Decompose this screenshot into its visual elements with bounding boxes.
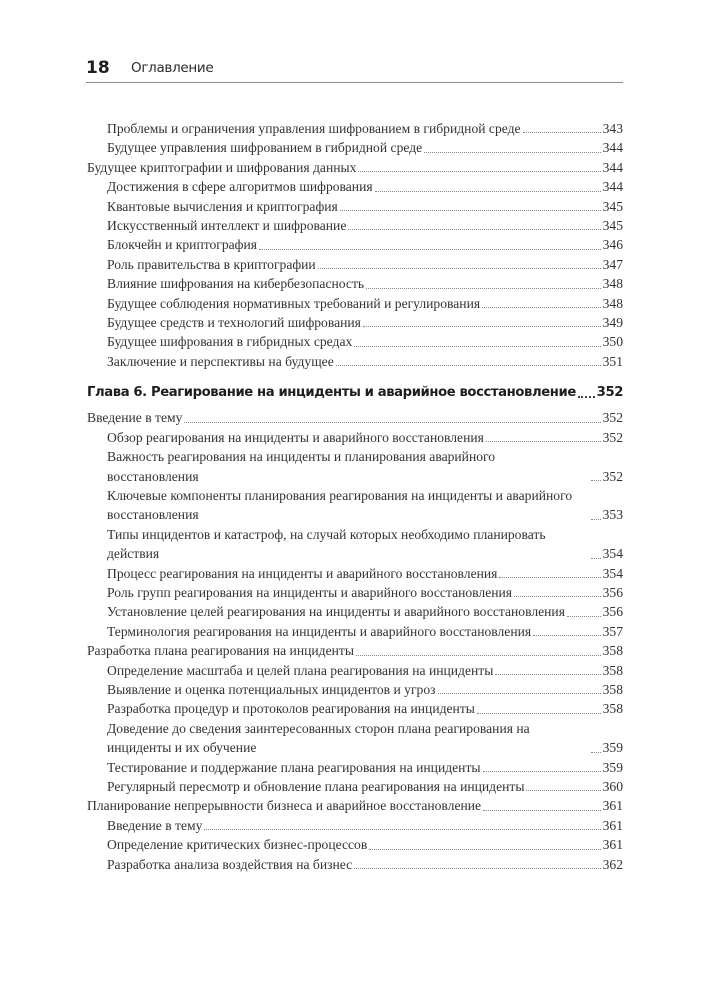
toc-entry[interactable] <box>87 680 623 699</box>
toc-entry-title: Искусственный интеллект и шифрование <box>107 218 347 234</box>
dot-leader <box>483 771 601 772</box>
toc-entry-title: Разработка процедур и протоколов реагирования на инциденты <box>107 701 475 717</box>
dot-leader <box>591 558 601 559</box>
dot-leader <box>369 849 600 850</box>
toc-entry[interactable] <box>87 197 623 216</box>
dot-leader <box>483 810 601 811</box>
dot-leader <box>340 210 601 211</box>
toc-entry-title: Планирование непрерывности бизнеса и аварийное восстановление <box>87 798 482 814</box>
dot-leader <box>363 326 601 327</box>
running-title: Оглавление <box>131 60 214 76</box>
toc-entry-page: 352 <box>602 410 623 426</box>
toc-entry-title: Установление целей реагирования на инциденты и аварийного восстановления <box>107 604 565 620</box>
toc-entry-title: Процесс реагирования на инциденты и аварийного восстановления <box>107 565 498 581</box>
dot-leader <box>495 674 600 675</box>
toc-entry[interactable] <box>87 583 623 602</box>
dot-leader <box>591 752 601 753</box>
toc-entry-page: 358 <box>602 701 623 717</box>
toc-entry[interactable] <box>87 602 623 621</box>
dot-leader <box>486 441 601 442</box>
dot-leader <box>499 577 600 578</box>
toc-entry[interactable] <box>87 352 623 371</box>
dot-leader <box>567 616 601 617</box>
toc-entry-title: Будущее управления шифрованием в гибридной среде <box>107 140 423 156</box>
toc-entry-page: 359 <box>602 759 623 775</box>
dot-leader <box>514 596 601 597</box>
toc-entry-page: 348 <box>602 295 623 311</box>
toc-entry-title: Глава 6. Реагирование на инциденты и аварийное восстановление <box>87 385 576 401</box>
toc-entry-title: Регулярный пересмотр и обновление плана реагирования на инциденты <box>107 779 525 794</box>
toc-entry[interactable] <box>87 274 623 293</box>
toc-entry[interactable] <box>87 835 623 854</box>
toc-entry-page: 361 <box>602 817 623 833</box>
toc-entry[interactable] <box>87 719 623 758</box>
toc-entry-page: 345 <box>602 198 623 214</box>
toc-entry-title: Ключевые компоненты планирования реагирования на инциденты и аварийного восстановления <box>107 487 573 523</box>
toc-entry-page: 353 <box>602 507 623 523</box>
dot-leader <box>184 422 600 423</box>
toc-entry-page: 351 <box>602 353 623 369</box>
toc-entry-page: 356 <box>602 604 623 620</box>
toc-entry-page: 359 <box>602 740 623 756</box>
toc-entry-page: 343 <box>602 121 623 136</box>
toc-entry-page: 348 <box>602 276 623 292</box>
dot-leader <box>204 829 600 830</box>
toc-entry-title: Тестирование и поддержание плана реагирования на инциденты <box>107 759 481 775</box>
dot-leader <box>354 346 600 347</box>
toc-entry-title: Роль правительства в криптографии <box>107 256 316 272</box>
toc-entry-title: Разработка плана реагирования на инциденты <box>87 643 354 659</box>
toc-entry[interactable] <box>87 525 623 564</box>
dot-leader <box>533 635 600 636</box>
dot-leader <box>336 365 601 366</box>
toc-entry-page: 358 <box>602 681 623 697</box>
toc-entry[interactable] <box>87 447 623 486</box>
dot-leader <box>356 655 601 656</box>
toc-entry[interactable] <box>87 313 623 332</box>
dot-leader <box>375 191 601 192</box>
dot-leader <box>366 288 601 289</box>
toc-entry[interactable] <box>87 119 623 138</box>
toc-entry[interactable] <box>87 177 623 196</box>
toc-chapter-entry[interactable] <box>87 383 623 403</box>
running-header <box>86 56 623 83</box>
toc-entry-page: 354 <box>602 546 623 562</box>
toc-entry[interactable] <box>87 255 623 274</box>
dot-leader <box>526 790 600 791</box>
toc-entry-title: Будущее соблюдения нормативных требований и регулирования <box>107 295 481 311</box>
dot-leader <box>348 229 600 230</box>
dot-leader <box>523 132 601 133</box>
toc-entry-page: 360 <box>602 779 623 794</box>
toc-entry-page: 357 <box>602 623 623 639</box>
dot-leader <box>424 152 600 153</box>
toc-entry-page: 347 <box>602 256 623 272</box>
dot-leader <box>578 396 595 398</box>
toc-entry-title: Влияние шифрования на кибербезопасность <box>107 276 365 292</box>
toc-entry-page: 352 <box>596 385 623 401</box>
dot-leader <box>591 519 601 520</box>
toc-entry[interactable] <box>87 641 623 660</box>
toc-entry-title: Типы инцидентов и катастроф, на случай которых необходимо планировать действия <box>107 526 546 562</box>
toc-entry[interactable] <box>87 796 623 815</box>
toc-entry-title: Разработка анализа воздействия на бизнес <box>107 856 353 872</box>
table-of-contents <box>87 119 623 874</box>
toc-entry-title: Доведение до сведения заинтересованных сторон плана реагирования на инциденты и их обучение <box>107 720 530 756</box>
toc-entry-page: 361 <box>602 837 623 853</box>
toc-entry-title: Заключение и перспективы на будущее <box>107 353 334 369</box>
toc-entry[interactable] <box>87 661 623 680</box>
page-number: 18 <box>86 58 110 78</box>
toc-entry-title: Проблемы и ограничения управления шифрованием в гибридной среде <box>107 121 521 136</box>
dot-leader <box>318 268 601 269</box>
toc-entry-title: Выявление и оценка потенциальных инцидентов и угроз <box>107 681 436 697</box>
toc-entry[interactable] <box>87 855 623 874</box>
dot-leader <box>354 868 600 869</box>
dot-leader <box>482 307 601 308</box>
toc-entry-page: 358 <box>602 643 623 659</box>
toc-entry-page: 344 <box>602 159 623 175</box>
toc-entry[interactable] <box>87 486 623 525</box>
toc-entry-title: Введение в тему <box>107 817 203 833</box>
toc-entry-title: Будущее средств и технологий шифрования <box>107 315 361 331</box>
toc-entry[interactable] <box>87 816 623 835</box>
toc-entry-page: 350 <box>602 334 623 350</box>
toc-entry-page: 358 <box>602 662 623 678</box>
toc-entry-title: Важность реагирования на инциденты и планирования аварийного восстановления <box>107 449 496 484</box>
toc-entry[interactable] <box>87 408 623 427</box>
toc-entry[interactable] <box>87 235 623 254</box>
toc-entry-title: Определение критических бизнес-процессов <box>107 837 368 853</box>
toc-entry[interactable] <box>87 294 623 313</box>
dot-leader <box>358 171 600 172</box>
toc-entry-page: 344 <box>602 140 623 156</box>
toc-entry-title: Блокчейн и криптография <box>107 237 258 253</box>
toc-entry[interactable] <box>87 332 623 351</box>
toc-entry-title: Будущее криптографии и шифрования данных <box>87 159 357 175</box>
toc-entry-page: 354 <box>602 565 623 581</box>
toc-entry-page: 346 <box>602 237 623 253</box>
toc-entry-title: Роль групп реагирования на инциденты и аварийного восстановления <box>107 584 513 600</box>
toc-entry-page: 356 <box>602 584 623 600</box>
toc-entry-title: Достижения в сфере алгоритмов шифрования <box>107 179 373 195</box>
toc-entry-title: Терминология реагирования на инциденты и аварийного восстановления <box>107 623 532 639</box>
toc-entry[interactable] <box>87 777 623 796</box>
toc-entry-title: Будущее шифрования в гибридных средах <box>107 334 353 350</box>
dot-leader <box>477 713 601 714</box>
toc-entry[interactable] <box>87 138 623 157</box>
toc-entry-title: Квантовые вычисления и криптография <box>107 198 338 214</box>
dot-leader <box>591 480 601 481</box>
toc-entry-title: Обзор реагирования на инциденты и аварийного восстановления <box>107 429 484 445</box>
toc-entry[interactable] <box>87 216 623 235</box>
toc-entry-title: Введение в тему <box>87 410 183 426</box>
toc-entry-page: 349 <box>602 315 623 331</box>
toc-entry[interactable] <box>87 158 623 177</box>
toc-entry-page: 352 <box>602 429 623 445</box>
toc-entry[interactable] <box>87 622 623 641</box>
dot-leader <box>259 249 601 250</box>
dot-leader <box>438 693 601 694</box>
toc-entry[interactable] <box>87 699 623 718</box>
toc-entry-page: 352 <box>602 468 623 484</box>
toc-entry[interactable] <box>87 428 623 447</box>
toc-entry-page: 362 <box>602 856 623 872</box>
toc-entry-page: 345 <box>602 218 623 234</box>
toc-entry-title: Определение масштаба и целей плана реагирования на инциденты <box>107 662 494 678</box>
toc-entry[interactable] <box>87 758 623 777</box>
toc-entry[interactable] <box>87 564 623 583</box>
toc-entry-page: 361 <box>602 798 623 814</box>
toc-entry-page: 344 <box>602 179 623 195</box>
